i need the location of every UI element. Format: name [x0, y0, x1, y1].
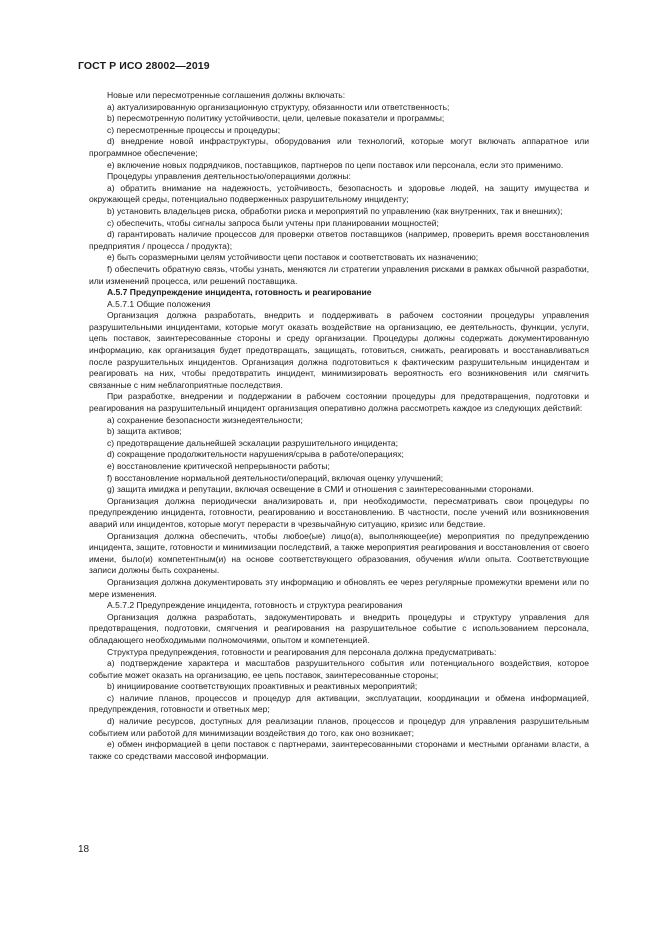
- paragraph: е) обмен информацией в цепи поставок с партнерами, заинтересованными сторонами и местными органами власти, а также со средствами массовой информации.: [89, 739, 589, 761]
- paragraph: с) наличие планов, процессов и процедур для активации, эксплуатации, координации и обмена информацией, предупреждения, готовности и ответных мер;: [89, 692, 589, 715]
- paragraph: А.5.7.2 Предупреждение инцидента, готовность и структура реагирования: [107, 600, 403, 611]
- paragraph: b) пересмотренную политику устойчивости, цели, целевые показатели и программы;: [107, 113, 445, 124]
- paragraph: А.5.7.1 Общие положения: [107, 298, 211, 309]
- paragraph: d) внедрение новой инфраструктуры, оборудования или технологий, которые могут включать аппаратное или программное обеспечение;: [89, 136, 589, 158]
- paragraph: Процедуры управления деятельностью/операциями должны:: [107, 171, 351, 182]
- page-number: 18: [78, 844, 90, 855]
- paragraph: Новые или пересмотренные соглашения должны включать:: [107, 90, 346, 100]
- paragraph: d) сокращение продолжительности нарушения/срыва в работе/операциях;: [107, 449, 404, 460]
- paragraph: b) установить владельцев риска, обработки риска и мероприятий по управлению (как внутренних, так и внешних);: [107, 205, 563, 216]
- paragraph: а) подтверждение характера и масштабов разрушительного события или потенциального воздействия, которое событие может оказать на организацию, ее цепь поставок, заинтересованные стороны;: [89, 658, 589, 680]
- document-body: [89, 90, 589, 762]
- paragraph: g) защита имиджа и репутации, включая освещение в СМИ и отношения с заинтересованными сторонами.: [107, 484, 534, 495]
- paragraph: f) обеспечить обратную связь, чтобы узнать, меняются ли стратегии управления рисками в рамках обычной разработки, или изменений процесса, или решений поставщика.: [89, 263, 589, 286]
- paragraph: с) обеспечить, чтобы сигналы запроса были учтены при планировании мощностей;: [107, 217, 439, 228]
- paragraph: f) восстановление нормальной деятельности/операций, включая оценку улучшений;: [107, 472, 444, 483]
- paragraph: е) восстановление критической непрерывности работы;: [107, 461, 330, 471]
- paragraph: с) предотвращение дальнейшей эскалации разрушительного инцидента;: [107, 437, 399, 448]
- paragraph: Организация должна разработать, внедрить и поддерживать в рабочем состоянии процедуры управления разрушительными инцидентами, которые могут оказать воздействие на организацию, ее деятельность, функции, услуги, цепь поставок, заинтересованные стороны и среду организации. Процедуры должны содержать документированную информацию, как организация будет предотвращать, защищать, готовиться, снижать, реагировать и восстанавливаться после разрушительных инцидентов. Организация должна подготовиться к фактическим разрушительным инцидентам и реагировать на них, чтобы предотвратить инцидент, минимизировать вероятность его возникновения или смягчить связанные с ним неблагоприятные последствия.: [89, 310, 589, 390]
- paragraph: Организация должна разработать, задокументировать и внедрить процедуры и структуру управления для предотвращения, подготовки, смягчения и реагирования на разрушительное событие с использованием персонала, обладающего необходимыми полномочиями, опытом и компетенцией.: [89, 611, 589, 645]
- paragraph: е) включение новых подрядчиков, поставщиков, партнеров по цепи поставок или персонала, если это применимо.: [107, 159, 564, 170]
- paragraph: d) гарантировать наличие процессов для проверки ответов поставщиков (например, проверить время восстановления предприятия / процесса / продукта);: [89, 229, 589, 251]
- paragraph: с) пересмотренные процессы и процедуры;: [107, 124, 281, 135]
- paragraph: Организация должна периодически анализировать и, при необходимости, пересматривать свои процедуры по предупреждению инцидента, готовности, реагированию и восстановлению. В частности, после учений или возникновения аварий или инцидентов, которые могут перерасти в чрезвычайную ситуацию, кризис или бедствие.: [89, 495, 589, 529]
- paragraph: е) быть соразмерными целям устойчивости цепи поставок и соответствовать их назначению;: [107, 252, 479, 263]
- paragraph: Структура предупреждения, готовности и реагирования для персонала должна предусматривать:: [107, 646, 497, 657]
- paragraph: Организация должна обеспечить, чтобы любое(ые) лицо(а), выполняющее(ие) мероприятия по предупреждению инцидента, защите, готовности и минимизации последствий, а также мероприятия реагирования и восстановления от своего имени, было(и) компетентным(и) на основе соответствующего образования, обучения и/или опыта. Соответствующие записи должны быть сохранены.: [89, 530, 589, 576]
- paragraph: а) актуализированную организационную структуру, обязанности или ответственность;: [107, 101, 450, 112]
- paragraph: b) инициирование соответствующих проактивных и реактивных мероприятий;: [107, 681, 418, 692]
- paragraph: При разработке, внедрении и поддержании в рабочем состоянии процедуры для предотвращения, подготовки и реагирования на разрушительный инцидент организация оперативно должна рассмотреть каждое из следующих действий:: [89, 391, 589, 414]
- paragraph: b) защита активов;: [107, 426, 182, 437]
- standard-header: ГОСТ Р ИСО 28002—2019: [78, 60, 210, 72]
- paragraph: а) сохранение безопасности жизнедеятельности;: [107, 414, 303, 425]
- paragraph: d) наличие ресурсов, доступных для реализации планов, процессов и процедур для управления разрушительным событием или работой для минимизации воздействия до того, как оно возникает;: [89, 716, 589, 738]
- paragraph: а) обратить внимание на надежность, устойчивость, безопасность и здоровье людей, на защиту имущества и окружающей среды, потенциально подверженных разрушительному инциденту;: [89, 182, 589, 205]
- section-heading: А.5.7 Предупреждение инцидента, готовность и реагирование: [107, 287, 372, 298]
- paragraph: Организация должна документировать эту информацию и обновлять ее через регулярные промежутки времени или по мере изменения.: [89, 576, 589, 599]
